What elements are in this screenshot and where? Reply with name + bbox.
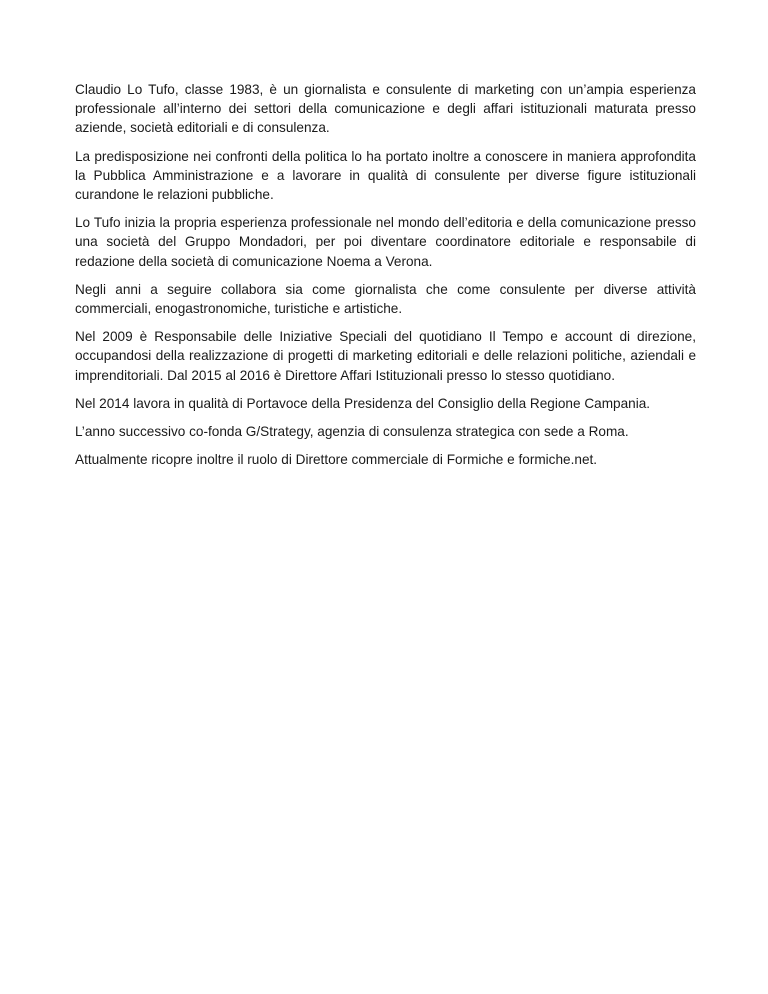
paragraph-collaborations: Negli anni a seguire collabora sia come giornalista che come consulente per diverse attività commerciali, enogastronomiche, turistiche e artistiche.	[75, 281, 696, 317]
paragraph-politics: La predisposizione nei confronti della politica lo ha portato inoltre a conoscere in maniera approfondita la Pubblica Amministrazione e a lavorare in qualità di consulente per diverse figure istituzionali curandone le relazioni pubbliche.	[75, 148, 696, 203]
paragraph-early-career: Lo Tufo inizia la propria esperienza professionale nel mondo dell’editoria e della comunicazione presso una società del Gruppo Mondadori, per poi diventare coordinatore editoriale e responsabile di redazione della società di comunicazione Noema a Verona.	[75, 215, 696, 269]
paragraph-g-strategy: L’anno successivo co-fonda G/Strategy, agenzia di consulenza strategica con sede a Roma.	[75, 424, 629, 440]
paragraph-spokesperson: Nel 2014 lavora in qualità di Portavoce della Presidenza del Consiglio della Regione Campania.	[75, 395, 651, 411]
document-body	[75, 80, 696, 478]
paragraph-current-role: Attualmente ricopre inoltre il ruolo di Direttore commerciale di Formiche e formiche.net.	[75, 452, 598, 468]
paragraph-intro: Claudio Lo Tufo, classe 1983, è un giornalista e consulente di marketing con un’ampia esperienza professionale all’interno dei settori della comunicazione e degli affari istituzionali maturata presso aziende, società editoriali e di consulenza.	[75, 82, 696, 136]
paragraph-il-tempo: Nel 2009 è Responsabile delle Iniziative Speciali del quotidiano Il Tempo e account di direzione, occupandosi della realizzazione di progetti di marketing editoriali e delle relazioni politiche, aziendali e imprenditoriali. Dal 2015 al 2016 è Direttore Affari Istituzionali presso lo stesso quotidiano.	[75, 329, 696, 383]
